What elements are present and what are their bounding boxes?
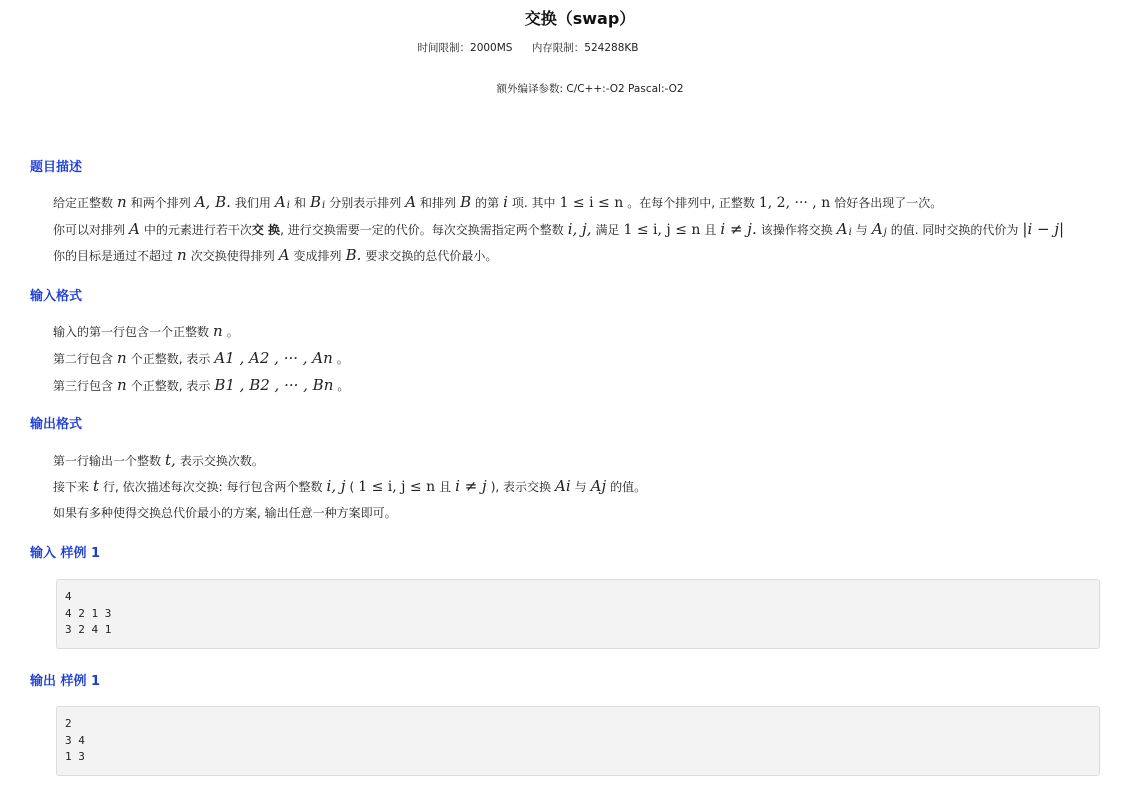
sample-input-box[interactable] <box>56 579 1100 649</box>
sample-output-line: 1 3 <box>65 750 85 763</box>
memory-limit: 内存限制：524288KB <box>531 42 639 54</box>
section-description-title: 题目描述 <box>30 160 83 175</box>
limits <box>0 40 1056 55</box>
output-format-line-1: 第一行输出一个整数 t, 表示交换次数。 <box>53 451 264 469</box>
description-line-3: 你的目标是通过不超过 n 次交换使得排列 A 变成排列 B. 要求交换的总代价最小。 <box>53 246 498 264</box>
section-sample-input-title: 输入 样例 1 <box>30 546 101 561</box>
output-format-line-2: 接下来 t 行, 依次描述每次交换: 每行包含两个整数 i, j ( 1 ≤ i, j ≤ n 且 i ≠ j ), 表示交换 Ai 与 Aj 的值。 <box>53 477 647 495</box>
sample-input-line: 3 2 4 1 <box>65 623 112 636</box>
extra-compile-params: 额外编译参数: C/C++:-O2 Pascal:-O2 <box>496 83 684 95</box>
sample-output-line: 2 <box>65 717 72 730</box>
input-format-line-1: 输入的第一行包含一个正整数 n 。 <box>53 322 239 340</box>
section-sample-output-title: 输出 样例 1 <box>30 674 101 689</box>
section-input-format-title: 输入格式 <box>30 289 83 304</box>
sample-output-line: 3 4 <box>65 733 85 747</box>
input-format-line-3: 第三行包含 n 个正整数, 表示 B1 , B2 , ··· , Bn 。 <box>53 376 350 394</box>
sample-input-line: 4 2 1 3 <box>65 606 112 620</box>
sample-output-box[interactable] <box>56 706 1100 776</box>
section-output-format-title: 输出格式 <box>30 417 83 432</box>
time-limit: 时间限制：2000MS <box>417 42 513 54</box>
description-line-1: 给定正整数 n 和两个排列 A, B. 我们用 Ai 和 Bi 分别表示排列 A 和排列 B 的第 i 项. 其中 1 ≤ i ≤ n 。在每个排列中, 正整数 1, 2, ··· , n 恰好各出现了一次。 <box>53 193 943 211</box>
output-format-line-3: 如果有多种使得交换总代价最小的方案, 输出任意一种方案即可。 <box>53 506 397 520</box>
page-title: 交换（swap） <box>524 9 636 28</box>
input-format-line-2: 第二行包含 n 个正整数, 表示 A1 , A2 , ··· , An 。 <box>53 349 349 367</box>
description-line-2: 你可以对排列 A 中的元素进行若干次交 换, 进行交换需要一定的代价。每次交换需指定两个整数 i, j, 满足 1 ≤ i, j ≤ n 且 i ≠ j. 该操作将交换 Ai 与 Aj 的值. 同时交换的代价为 |i − j| <box>53 220 1065 238</box>
sample-input-line: 4 <box>65 590 72 603</box>
